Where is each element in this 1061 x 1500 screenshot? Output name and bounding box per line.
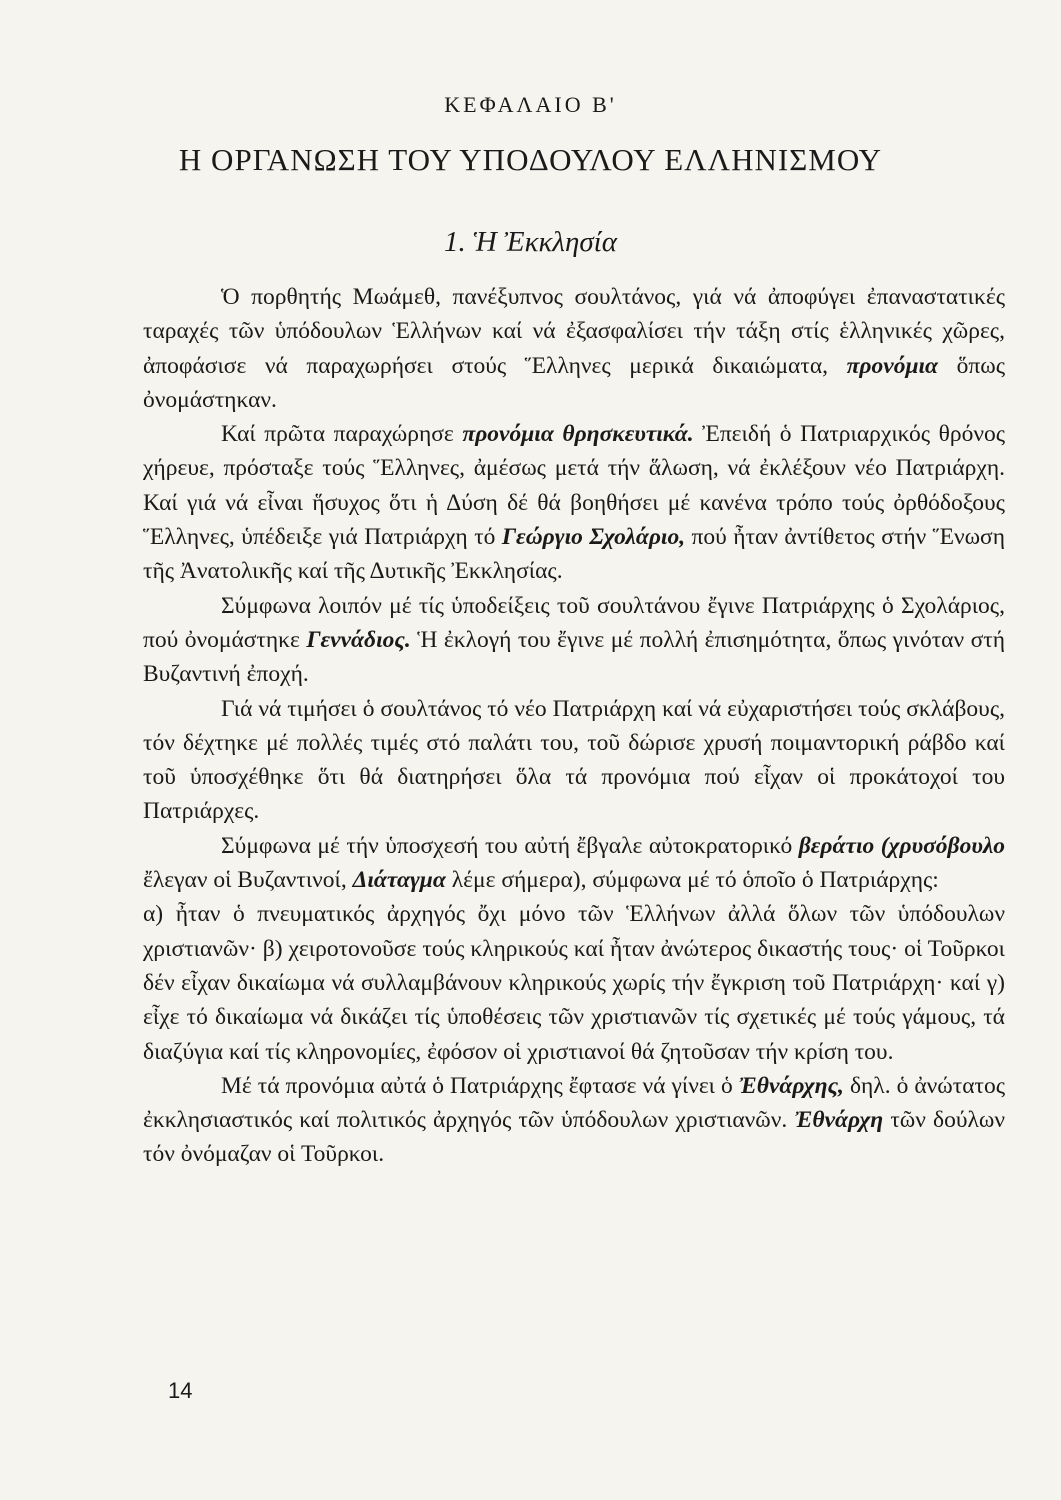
paragraph: Σύμφωνα μέ τήν ὑποσχεσή του αὐτή ἔβγαλε αὐτοκρατορικό βεράτιο (χρυσόβουλο ἔλεγαν οἱ Βυζαντινοί, Διάταγμα λέμε σήμερα), σύμφωνα μέ τό ὁποῖο ὁ Πατριάρχης: <box>143 832 1006 894</box>
section-heading: 1. Ἡ Ἐκκλησία <box>444 226 617 258</box>
paragraph: Σύμφωνα λοιπόν μέ τίς ὑποδείξεις τοῦ σουλτάνου ἔγινε Πατριάρχης ὁ Σχολάριος, πού ὀνομάστηκε Γεννάδιος. Ἡ ἐκλογή του ἔγινε μέ πολλή ἐπισημότητα, ὅπως γινόταν στή Βυζαντινή ἐποχή. <box>143 592 1005 688</box>
emphasis: Ἐθνάρχη <box>794 1107 884 1134</box>
emphasis: Διάταγμα <box>352 867 446 894</box>
paragraph: α) ἦταν ὁ πνευματικός ἀρχηγός ὄχι μόνο τῶν Ἑλλήνων ἀλλά ὅλων τῶν ὑπόδουλων χριστιανῶν· β) χειροτονοῦσε τούς κληρικούς καί ἦταν ἀνώτερος δικαστής τους· οἱ Τοῦρκοι δέν εἶχαν δικαίωμα νά συλλαμβάνουν κληρικούς χωρίς τήν ἔγκριση τοῦ Πατριάρχη· καί γ) εἶχε τό δικαίωμα νά δικάζει τίς ὑποθέσεις τῶν χριστιανῶν τίς σχετικές μέ τούς γάμους, τά διαζύγια καί τίς κληρονομίες, ἐφόσον οἱ χριστιανοί θά ζητοῦσαν τήν κρίση του. <box>143 901 1005 1065</box>
emphasis: Ἐθνάρχης, <box>738 1072 844 1099</box>
body-text <box>143 280 1005 1172</box>
paragraph: Ὁ πορθητής Μωάμεθ, πανέξυπνος σουλτάνος, γιά νά ἀποφύγει ἐπαναστατικές ταραχές τῶν ὑπόδουλων Ἑλλήνων καί νά ἐξασφαλίσει τήν τάξη στίς ἑλληνικές χῶρες, ἀποφάσισε νά παραχωρήσει στούς Ἕλληνες μερικά δικαιώματα, προνόμια ὅπως ὀνομάστηκαν. <box>143 284 1006 413</box>
page-title: Η ΟΡΓΑΝΩΣΗ ΤΟΥ ΥΠΟΔΟΥΛΟΥ ΕΛΛΗΝΙΣΜΟΥ <box>178 142 883 177</box>
paragraph: Μέ τά προνόμια αὐτά ὁ Πατριάρχης ἔφτασε νά γίνει ὁ Ἐθνάρχης, δηλ. ὁ ἀνώτατος ἐκκλησιαστικός καί πολιτικός ἀρχηγός τῶν ὑπόδουλων χριστιανῶν. Ἐθνάρχη τῶν δούλων τόν ὀνόμαζαν οἱ Τοῦρκοι. <box>143 1072 1006 1168</box>
emphasis: προνόμια θρησκευτικά. <box>462 421 694 448</box>
emphasis: προνόμια <box>846 352 939 379</box>
chapter-heading: ΚΕΦΑΛΑΙΟ Β' <box>444 92 617 117</box>
page-number: 14 <box>168 1378 193 1403</box>
emphasis: βεράτιο (χρυσόβουλο <box>798 832 1006 859</box>
emphasis: Γεώργιο Σχολάριο, <box>501 524 686 551</box>
emphasis: Γεννάδιος. <box>306 626 411 653</box>
paragraph: Καί πρῶτα παραχώρησε προνόμια θρησκευτικά. Ἐπειδή ὁ Πατριαρχικός θρόνος χήρευε, πρόσταξε τούς Ἕλληνες, ἀμέσως μετά τήν ἅλωση, νά ἐκλέξουν νέο Πατριάρχη. Καί γιά νά εἶναι ἥσυχος ὅτι ἡ Δύση δέ θά βοηθήσει μέ κανένα τρόπο τούς ὀρθόδοξους Ἕλληνες, ὑπέδειξε γιά Πατριάρχη τό Γεώργιο Σχολάριο, πού ἦταν ἀντίθετος στήν Ἕνωση τῆς Ἀνατολικῆς καί τῆς Δυτικῆς Ἐκκλησίας. <box>143 421 1006 585</box>
paragraph: Γιά νά τιμήσει ὁ σουλτάνος τό νέο Πατριάρχη καί νά εὐχαριστήσει τούς σκλάβους, τόν δέχτηκε μέ πολλές τιμές στό παλάτι του, τοῦ δώρισε χρυσή ποιμαντορική ράβδο καί τοῦ ὑποσχέθηκε ὅτι θά διατηρήσει ὅλα τά προνόμια πού εἶχαν οἱ προκάτοχοί του Πατριάρχες. <box>143 695 1005 825</box>
